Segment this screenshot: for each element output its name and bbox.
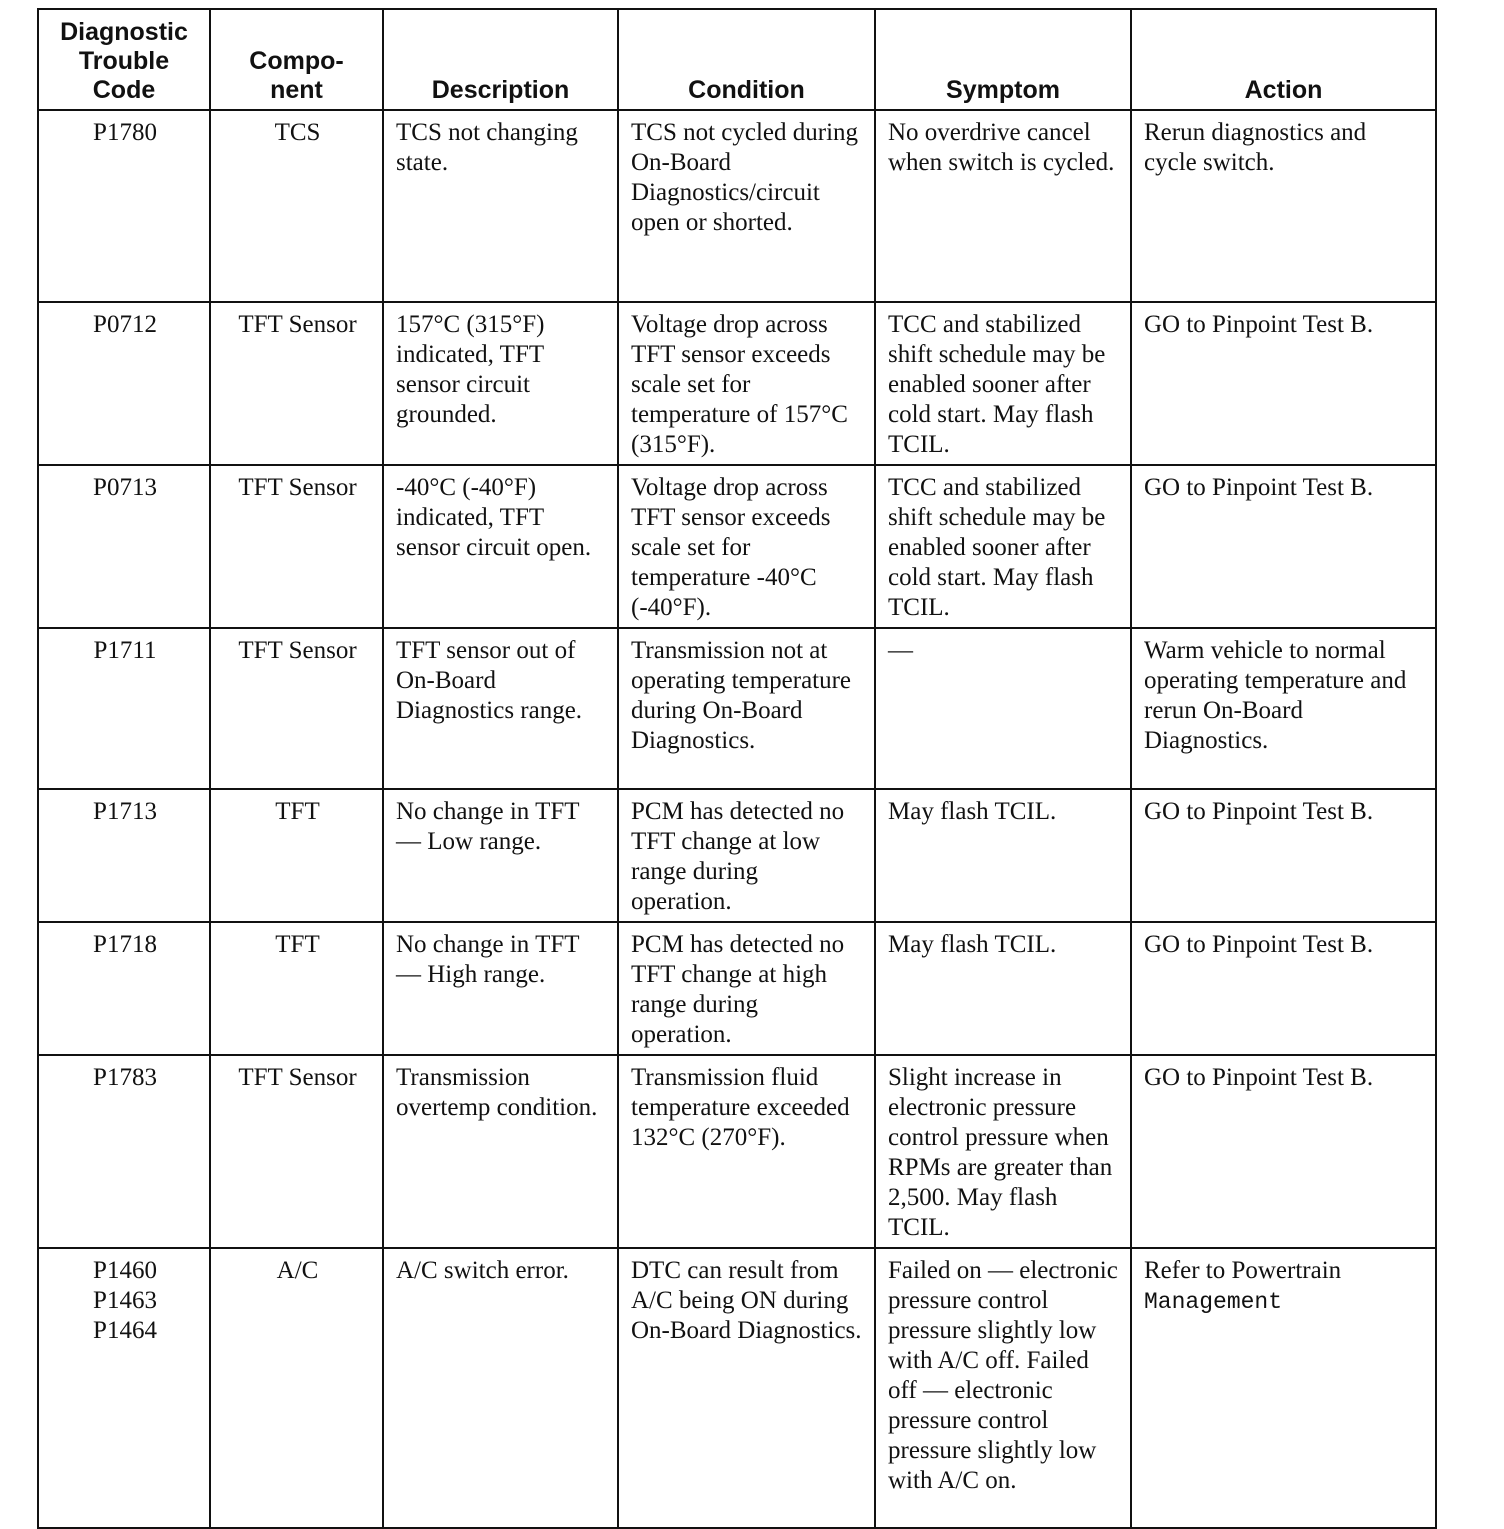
header-code-line: Code [92,76,156,104]
dtc-table [37,8,1437,1529]
condition-cell: PCM has detected no TFT change at low range during operation. [618,789,875,922]
table-row [38,922,1436,1055]
dtc-code: P1460 [93,1257,157,1284]
action-cell: GO to Pinpoint Test B. [1131,302,1436,465]
symptom-cell: May flash TCIL. [875,922,1131,1055]
action-cell: GO to Pinpoint Test B. [1131,1055,1436,1248]
component-cell: TFT [210,789,383,922]
dtc-code: P0713 [93,474,157,501]
description-cell: TFT sensor out of On-Board Diagnostics range. [383,628,618,789]
action-text: Refer to Powertrain [1144,1257,1342,1284]
header-component-line: nent [270,76,323,104]
header-description: Description [383,9,618,110]
table-row [38,110,1436,302]
header-condition: Condition [618,9,875,110]
condition-cell: Transmission fluid temperature exceeded 132°C (270°F). [618,1055,875,1248]
component-cell: TFT Sensor [210,628,383,789]
action-cell [1131,1248,1436,1528]
action-text-mono: Management [1144,1289,1283,1315]
header-symptom: Symptom [875,9,1131,110]
header-row [38,9,1436,110]
action-cell: GO to Pinpoint Test B. [1131,789,1436,922]
condition-cell: TCS not cycled during On-Board Diagnostics/circuit open or shorted. [618,110,875,302]
action-cell: Rerun diagnostics and cycle switch. [1131,110,1436,302]
description-cell: 157°C (315°F) indicated, TFT sensor circuit grounded. [383,302,618,465]
table-row [38,302,1436,465]
dtc-code-cell [38,628,210,789]
symptom-cell: Failed on — electronic pressure control pressure slightly low with A/C off. Failed off — electronic pressure control pressure slightly low with A/C on. [875,1248,1131,1528]
symptom-cell: No overdrive cancel when switch is cycled. [875,110,1131,302]
description-cell: A/C switch error. [383,1248,618,1528]
dtc-code-cell [38,110,210,302]
table-row [38,789,1436,922]
symptom-cell: May flash TCIL. [875,789,1131,922]
component-cell: TFT Sensor [210,465,383,628]
table-row [38,1055,1436,1248]
dtc-code: P1463 [93,1287,157,1314]
dtc-code-cell [38,1248,210,1528]
table-row [38,628,1436,789]
symptom-cell: TCC and stabilized shift schedule may be enabled sooner after cold start. May flash TCIL. [875,465,1131,628]
condition-cell: DTC can result from A/C being ON during On-Board Diagnostics. [618,1248,875,1528]
header-code [38,9,210,110]
dtc-code-cell [38,922,210,1055]
action-cell: GO to Pinpoint Test B. [1131,465,1436,628]
component-cell: TCS [210,110,383,302]
header-component [210,9,383,110]
condition-cell: Transmission not at operating temperature during On-Board Diagnostics. [618,628,875,789]
symptom-cell: Slight increase in electronic pressure control pressure when RPMs are greater than 2,500. May flash TCIL. [875,1055,1131,1248]
table-row [38,1248,1436,1528]
symptom-cell: — [875,628,1131,789]
dtc-code: P1718 [93,931,157,958]
action-cell: GO to Pinpoint Test B. [1131,922,1436,1055]
table-row [38,465,1436,628]
component-cell: TFT [210,922,383,1055]
description-cell: -40°C (-40°F) indicated, TFT sensor circuit open. [383,465,618,628]
component-cell: A/C [210,1248,383,1528]
condition-cell: Voltage drop across TFT sensor exceeds scale set for temperature of 157°C (315°F). [618,302,875,465]
condition-cell: PCM has detected no TFT change at high range during operation. [618,922,875,1055]
header-component-line: Compo- [249,47,344,75]
dtc-code-cell [38,465,210,628]
dtc-code: P0712 [93,311,157,338]
symptom-cell: TCC and stabilized shift schedule may be enabled sooner after cold start. May flash TCIL. [875,302,1131,465]
dtc-table-page [37,8,1437,1529]
description-cell: TCS not changing state. [383,110,618,302]
dtc-code: P1780 [93,119,157,146]
dtc-code: P1711 [93,637,157,664]
header-code-line: Trouble [78,47,170,75]
header-code-line: Diagnostic [60,18,188,46]
dtc-code: P1783 [93,1064,157,1091]
action-cell: Warm vehicle to normal operating temperature and rerun On-Board Diagnostics. [1131,628,1436,789]
description-cell: Transmission overtemp condition. [383,1055,618,1248]
dtc-code: P1464 [93,1317,157,1344]
description-cell: No change in TFT — Low range. [383,789,618,922]
component-cell: TFT Sensor [210,302,383,465]
description-cell: No change in TFT — High range. [383,922,618,1055]
condition-cell: Voltage drop across TFT sensor exceeds scale set for temperature -40°C (-40°F). [618,465,875,628]
dtc-code: P1713 [93,798,157,825]
dtc-code-cell [38,789,210,922]
dtc-code-cell [38,302,210,465]
component-cell: TFT Sensor [210,1055,383,1248]
header-action: Action [1131,9,1436,110]
dtc-code-cell [38,1055,210,1248]
